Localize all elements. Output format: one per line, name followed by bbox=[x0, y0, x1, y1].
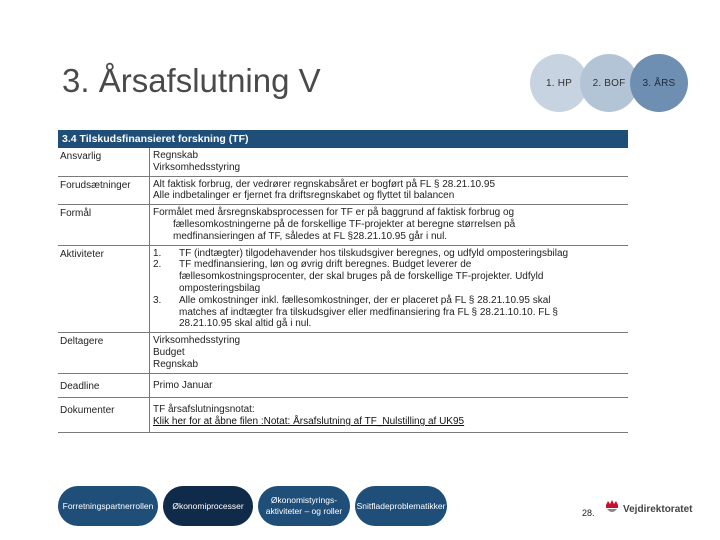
list-number: 3. bbox=[153, 294, 162, 306]
content-line: 28.21.10.95 skal altid gå i nul. bbox=[179, 318, 312, 330]
content-line: Alt faktisk forbrug, der vedrører regnskabsåret er bogført på FL § 28.21.10.95 bbox=[153, 178, 496, 190]
content-line: Virksomhedsstyring bbox=[153, 335, 241, 347]
phase-navigation bbox=[530, 54, 720, 112]
row-label: Aktiviteter bbox=[58, 246, 150, 333]
table-row-deadline bbox=[58, 374, 628, 399]
vejdirektoratet-logo bbox=[604, 498, 692, 521]
row-label: Deltagere bbox=[58, 333, 150, 372]
list-item bbox=[153, 295, 625, 330]
row-label: Forudsætninger bbox=[58, 177, 150, 205]
row-content bbox=[150, 205, 628, 244]
content-line: Primo Januar bbox=[153, 379, 213, 391]
nav-oekonomiprocesser[interactable]: Økonomiprocesser bbox=[163, 486, 253, 526]
nav-label-line: Økonomistyrings- bbox=[270, 495, 338, 505]
phase-1-hp[interactable]: 1. HP bbox=[530, 54, 588, 112]
content-line: Regnskab bbox=[153, 150, 199, 161]
content-line: omposteringsbilag bbox=[179, 282, 261, 294]
row-content bbox=[150, 148, 628, 176]
content-line: fællesomkostningsprocenter, der skal bruges på de forskellige TF-projekter. Udfyld bbox=[179, 271, 544, 283]
row-content bbox=[150, 333, 628, 372]
slide-title: 3. Årsafslutning V bbox=[62, 62, 321, 99]
table-row-deltagere bbox=[58, 333, 628, 373]
phase-3-aars[interactable]: 3. ÅRS bbox=[630, 54, 688, 112]
bottom-navigation bbox=[58, 486, 447, 526]
content-line: Budget bbox=[153, 346, 185, 358]
logo-text: Vejdirektoratet bbox=[623, 504, 693, 515]
row-content bbox=[150, 374, 628, 398]
content-line: fællesomkostningerne på de forskellige TF-projekter at beregne størrelsen på bbox=[173, 218, 516, 230]
row-label: Deadline bbox=[58, 374, 150, 398]
list-item bbox=[153, 259, 625, 294]
row-label: Ansvarlig bbox=[58, 148, 150, 176]
table-header: 3.4 Tilskudsfinansieret forskning (TF) bbox=[58, 130, 628, 148]
content-line: medfinansieringen af TF, således at FL §28.21.10.95 går i nul. bbox=[173, 230, 448, 242]
table-row-forudsaetninger bbox=[58, 177, 628, 206]
process-table bbox=[58, 130, 628, 433]
page-number: 28. bbox=[582, 508, 595, 518]
table-row-dokumenter bbox=[58, 398, 628, 433]
nav-oekonomistyringsaktiviteter[interactable] bbox=[258, 486, 350, 526]
crown-icon bbox=[604, 498, 620, 521]
row-content bbox=[150, 246, 628, 333]
table-row-formaal bbox=[58, 205, 628, 245]
table-row-ansvarlig bbox=[58, 148, 628, 177]
content-line: Regnskab bbox=[153, 358, 199, 370]
document-link[interactable]: Klik her for at åbne filen :Notat: Årsafslutning af TF_Nulstilling af UK95 bbox=[153, 416, 465, 428]
content-line: Formålet med årsregnskabsprocessen for TF er på baggrund af faktisk forbrug og bbox=[153, 207, 515, 219]
row-label: Dokumenter bbox=[58, 398, 150, 432]
content-line: matches af indtægter fra tilskudsgiver eller medfinansiering fra FL § 28.21.10.10. FL § bbox=[179, 306, 558, 318]
content-line: TF årsafslutningsnotat: bbox=[153, 404, 255, 416]
nav-label-line: aktiviteter – og roller bbox=[265, 506, 343, 516]
list-item bbox=[153, 248, 625, 260]
content-line: Virksomhedsstyring bbox=[153, 161, 241, 173]
list-number: 1. bbox=[153, 247, 162, 259]
row-content bbox=[150, 398, 628, 432]
table-row-aktiviteter bbox=[58, 246, 628, 334]
content-line: TF medfinansiering, løn og øvrig drift beregnes. Budget leverer de bbox=[179, 259, 472, 271]
content-line: Alle indbetalinger er fjernet fra driftsregnskabet og flyttet til balancen bbox=[153, 190, 455, 202]
content-line: TF (indtægter) tilgodehavender hos tilskudsgiver beregnes, og udfyld omposteringsbilag bbox=[179, 247, 569, 259]
row-content bbox=[150, 177, 628, 205]
phase-2-bof[interactable]: 2. BOF bbox=[580, 54, 638, 112]
row-label: Formål bbox=[58, 205, 150, 244]
nav-snitfladeproblematikker[interactable]: Snitfladeproblematikker bbox=[355, 486, 447, 526]
nav-forretningspartnerrollen[interactable]: Forretningspartnerrollen bbox=[58, 486, 158, 526]
content-line: Alle omkostninger inkl. fællesomkostninger, der er placeret på FL § 28.21.10.95 skal bbox=[179, 294, 551, 306]
list-number: 2. bbox=[153, 259, 162, 271]
